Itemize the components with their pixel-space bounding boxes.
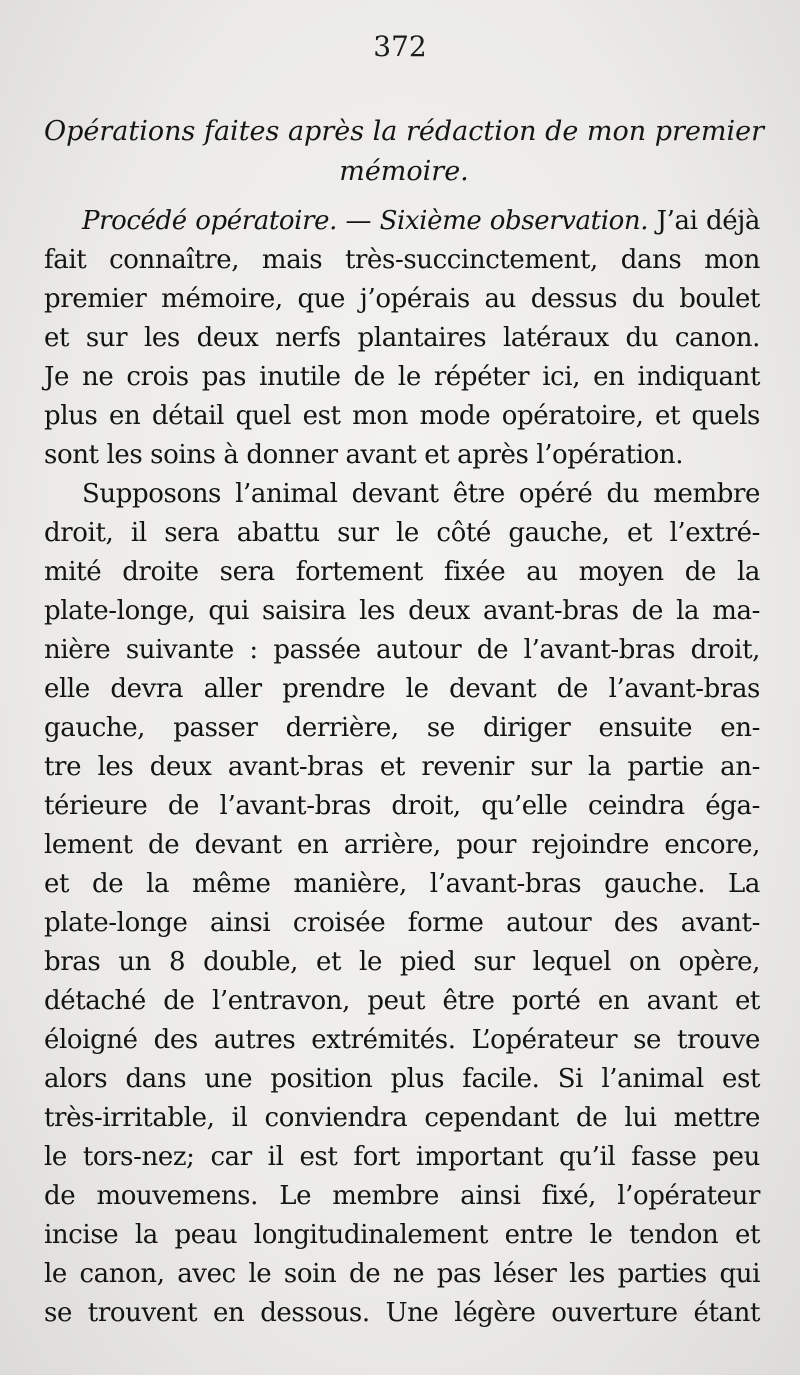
italic-lead: Procédé opératoire. — Sixième observation.	[82, 206, 649, 236]
text-line: et de la même manière, l’avant-bras gauche. La	[44, 869, 760, 899]
text-line: de mouvemens. Le membre ainsi fixé, l’opérateur	[44, 1181, 760, 1211]
section-heading	[44, 112, 764, 192]
text-line: incise la peau longitudinalement entre le tendon et	[44, 1220, 760, 1250]
text-line: premier mémoire, que j’opérais au dessus du boulet	[44, 284, 760, 314]
text-line: très-irritable, il conviendra cependant de lui mettre	[44, 1103, 760, 1133]
text-line: mité droite sera fortement fixée au moyen de la	[44, 557, 760, 587]
text-line: Supposons l’animal devant être opéré du membre	[82, 479, 760, 509]
text-line: le canon, avec le soin de ne pas léser les parties qui	[44, 1259, 760, 1289]
text-line: alors dans une position plus facile. Si l’animal est	[44, 1064, 760, 1094]
text-line: plate-longe, qui saisira les deux avant-bras de la ma-	[44, 596, 760, 626]
text-line: Je ne crois pas inutile de le répéter ici, en indiquant	[44, 362, 760, 392]
text-line: plate-longe ainsi croisée forme autour des avant-	[44, 908, 760, 938]
heading-line: mémoire.	[339, 156, 469, 187]
text-line: plus en détail quel est mon mode opératoire, et quels	[44, 401, 760, 431]
heading-line: Opérations faites après la rédaction de mon premier	[44, 116, 765, 147]
text-line: tre les deux avant-bras et revenir sur la partie an-	[44, 752, 760, 782]
text-line: elle devra aller prendre le devant de l’avant-bras	[44, 674, 760, 704]
text-line: sont les soins à donner avant et après l’opération.	[44, 440, 684, 470]
text-line: gauche, passer derrière, se diriger ensuite en-	[44, 713, 760, 743]
text-line: et sur les deux nerfs plantaires latéraux du canon.	[44, 323, 760, 353]
text-line: térieure de l’avant-bras droit, qu’elle ceindra éga-	[44, 791, 760, 821]
text-line: bras un 8 double, et le pied sur lequel on opère,	[44, 947, 760, 977]
text-line: lement de devant en arrière, pour rejoindre encore,	[44, 830, 760, 860]
page-number: 372	[373, 30, 427, 63]
text-line: droit, il sera abattu sur le côté gauche, et l’extré-	[44, 518, 760, 548]
text-line: le tors-nez; car il est fort important qu’il fasse peu	[44, 1142, 760, 1172]
text-line: fait connaître, mais très-succinctement, dans mon	[44, 245, 760, 275]
text-line	[44, 202, 760, 241]
text-line: nière suivante : passée autour de l’avant-bras droit,	[44, 635, 760, 665]
text-line: éloigné des autres extrémités. L’opérateur se trouve	[44, 1025, 760, 1055]
text-line: se trouvent en dessous. Une légère ouverture étant	[44, 1298, 760, 1328]
body-text	[44, 202, 760, 1333]
text-fragment: J’ai déjà	[648, 206, 760, 236]
text-line: détaché de l’entravon, peut être porté en avant et	[44, 986, 760, 1016]
